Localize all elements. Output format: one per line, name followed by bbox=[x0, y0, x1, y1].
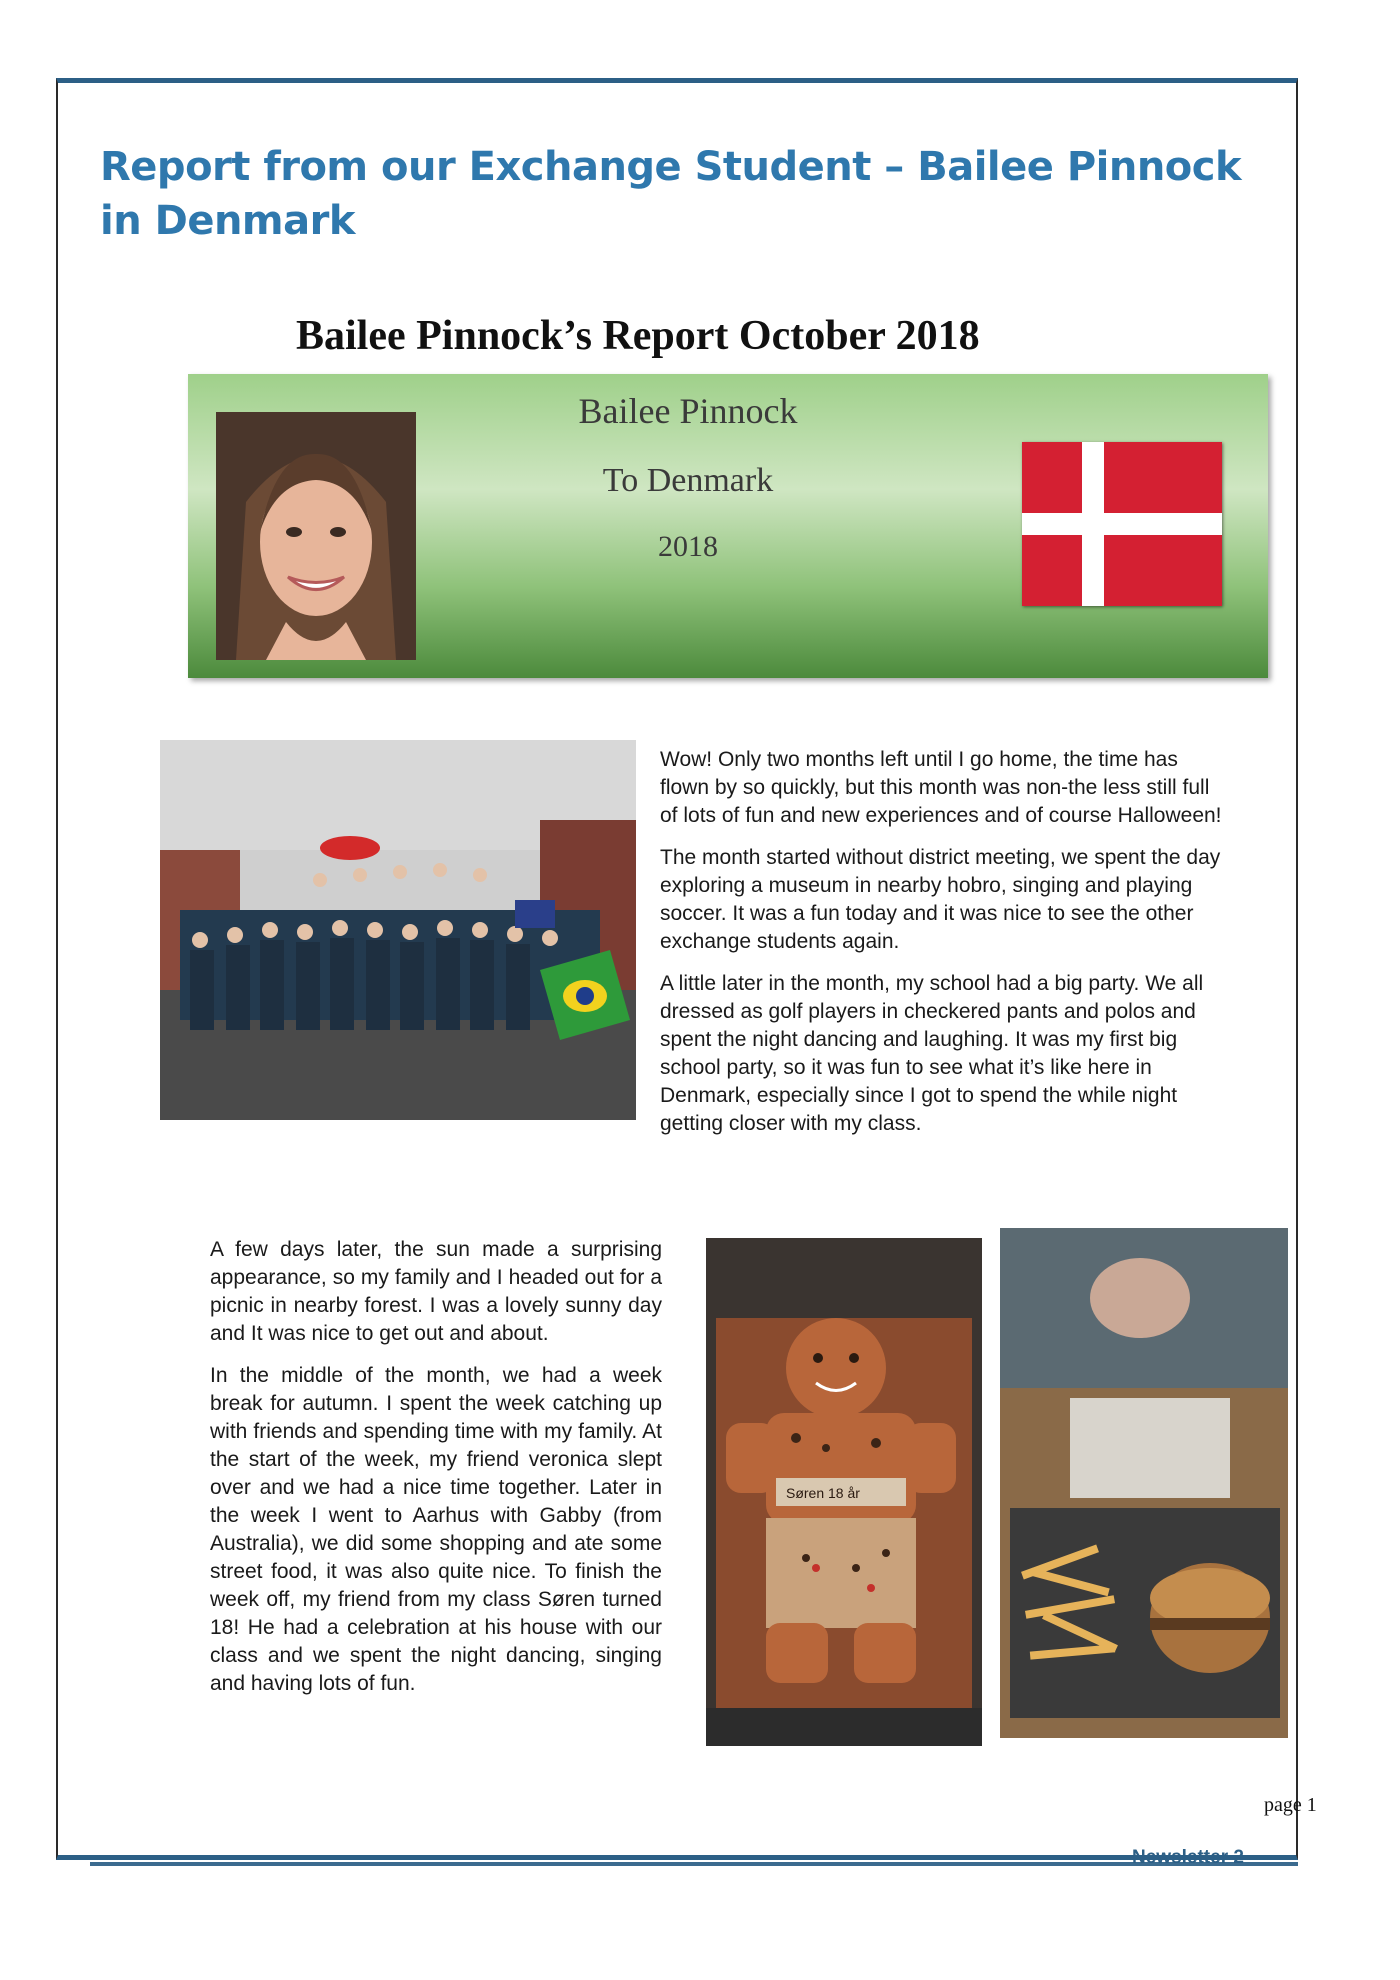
denmark-flag-icon bbox=[1022, 442, 1222, 606]
banner-destination: To Denmark bbox=[602, 462, 774, 499]
banner-caption bbox=[488, 390, 888, 564]
gingerbread-cake-photo bbox=[706, 1238, 982, 1746]
report-banner bbox=[188, 374, 1268, 678]
paragraph: A few days later, the sun made a surprising appearance, so my family and I headed out for a picnic in nearby forest. I was a lovely sunny day and It was nice to get out and about. bbox=[210, 1238, 662, 1345]
newsletter-label: Newsletter 2 bbox=[1132, 1847, 1244, 1868]
newsletter-heading: Report from our Exchange Student – Bailee Pinnock in Denmark bbox=[100, 144, 1242, 244]
student-portrait-photo bbox=[216, 412, 416, 660]
article-column-bottom bbox=[210, 1236, 662, 1712]
paragraph: In the middle of the month, we had a week break for autumn. I spent the week catching up with friends and spending time with my family. At the start of the week, my friend veronica slept over and we had a nice time together. Later in the week I went to Aarhus with Gabby (from Australia), we did some shopping and ate some street food, it was also quite nice. To finish the week off, my friend from my class Søren turned 18! He had a celebration at his house with our class and we spent the night dancing, singing and having lots of fun. bbox=[210, 1364, 662, 1695]
cake-inscription: Søren 18 år bbox=[786, 1485, 860, 1501]
page-number: page 1 bbox=[1264, 1794, 1317, 1816]
frame-bottom-rule bbox=[90, 1862, 1298, 1866]
paragraph: A little later in the month, my school had a big party. We all dressed as golf players in checkered pants and polos and spent the night dancing and laughing. It was my first big school party, so it was fun to see what it’s like here in Denmark, especially since I got to spend the while night getting closer with my class. bbox=[660, 972, 1204, 1135]
paragraph: The month started without district meeting, we spent the day exploring a museum in nearby hobro, singing and playing soccer. It was a fun today and it was nice to see the other exchange students again. bbox=[660, 846, 1221, 953]
group-photo bbox=[160, 740, 636, 1120]
street-food-photo bbox=[1000, 1228, 1288, 1738]
banner-year: 2018 bbox=[658, 530, 718, 563]
report-title: Bailee Pinnock’s Report October 2018 bbox=[296, 313, 980, 359]
article-column-top bbox=[660, 746, 1232, 1152]
paragraph: Wow! Only two months left until I go home, the time has flown by so quickly, but this month was non-the less still full of lots of fun and new experiences and of course Halloween! bbox=[660, 748, 1222, 827]
banner-student-name: Bailee Pinnock bbox=[578, 391, 798, 431]
